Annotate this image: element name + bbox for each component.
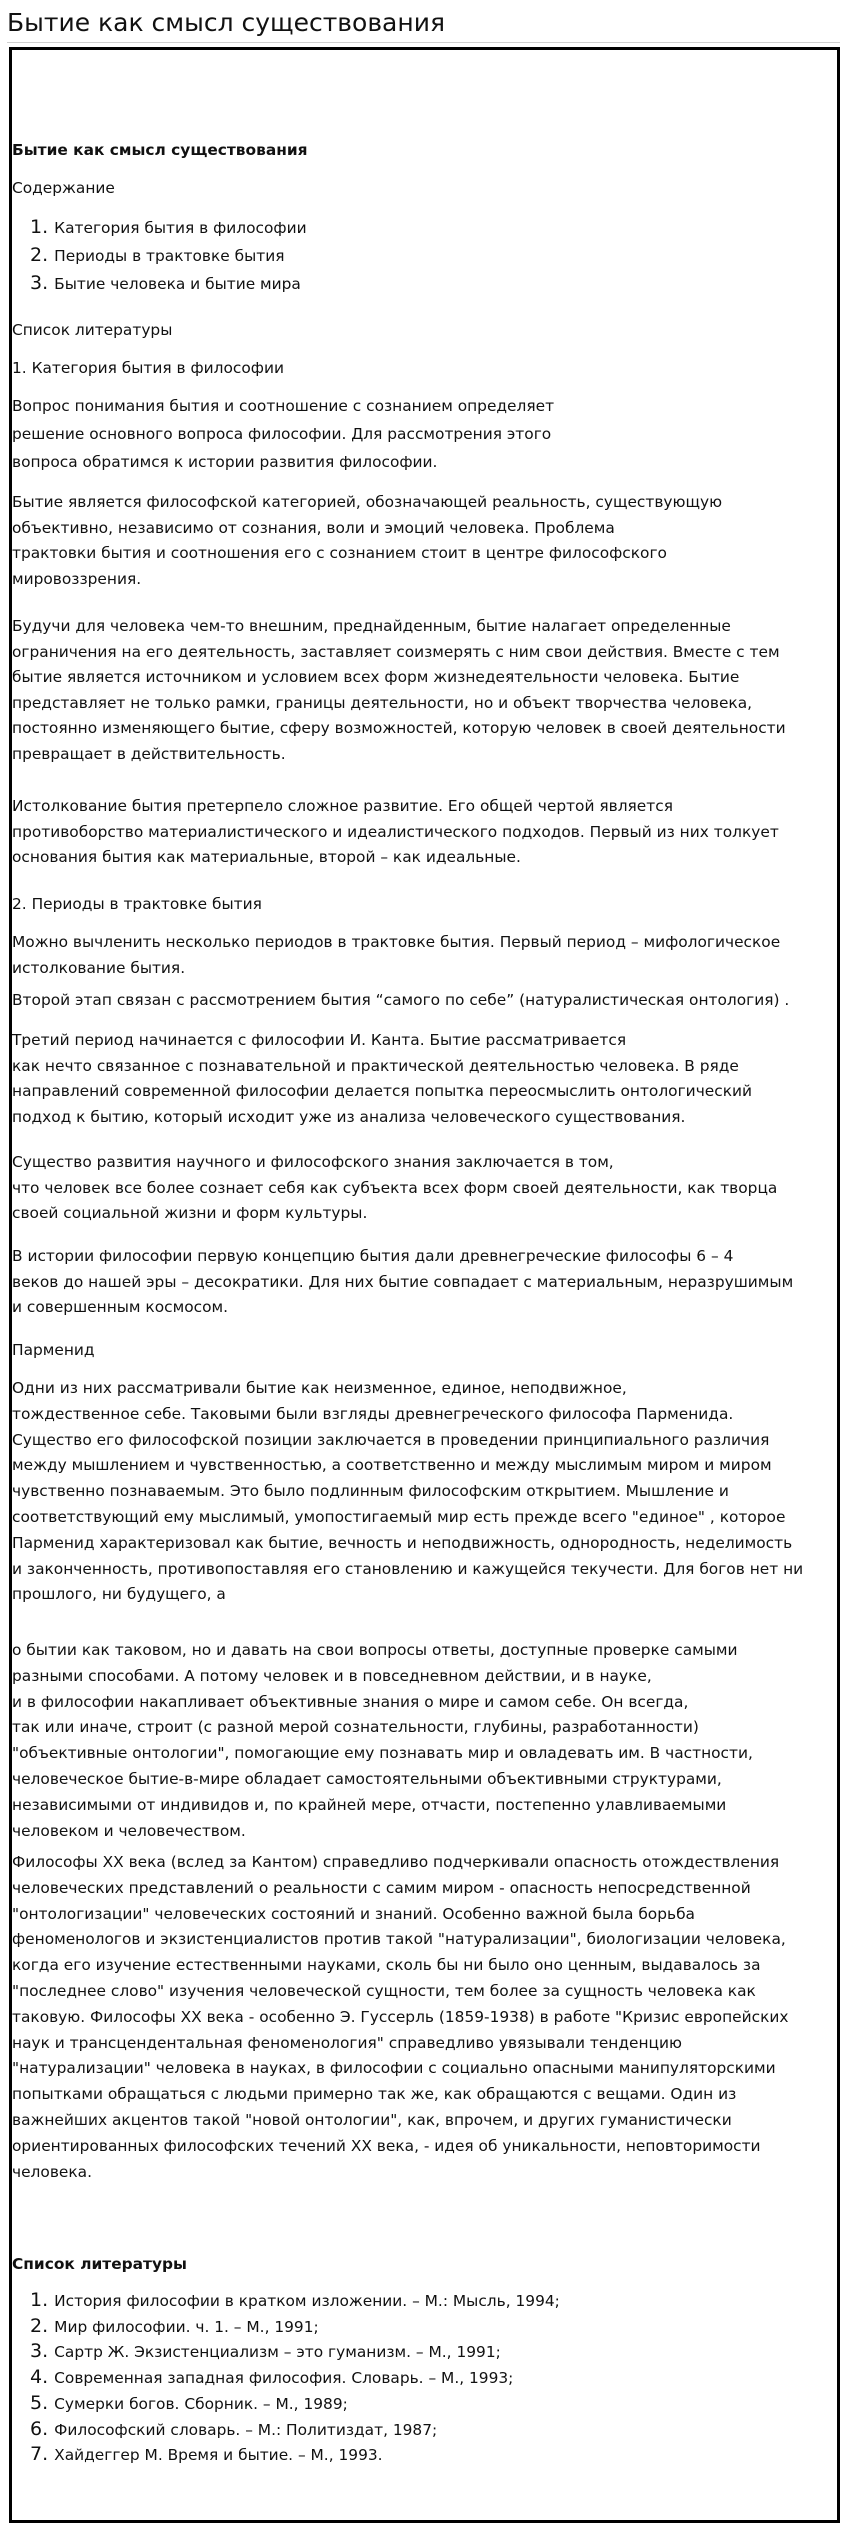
paragraph-line: ограничения на его деятельность, заставляет соизмерять с ним свои действия. Вместе с тем [12,642,780,661]
document-heading: Бытие как смысл существования [12,141,308,159]
toc-item [30,244,285,267]
paragraph-line: основания бытия как материальные, второй – как идеальные. [12,848,521,866]
section-title: 1. Категория бытия в философии [12,359,284,377]
paragraph-line: "последнее слово" изучения человеческой сущности, тем более за сущность человека как [12,1982,756,2000]
paragraph-line: направлений современной философии делается попытка переосмыслить онтологический [12,1082,753,1100]
subsection-label: Парменид [12,1341,95,1359]
page-title: Бытие как смысл существования [7,8,446,37]
paragraph-line: истолкование бытия. [12,958,186,977]
paragraph-line: Бытие является философской категорией, обозначающей реальность, существующую [12,493,723,511]
list-item-text: Сумерки богов. Сборник. – М., 1989; [54,2394,348,2413]
paragraph-line: Существо его философской позиции заключается в проведении принципиального различия [12,1430,770,1449]
paragraph-line: веков до нашей эры – десократики. Для них бытие совпадает с материальным, неразрушимым [12,1272,794,1291]
list-item-text: Периоды в трактовке бытия [54,247,285,265]
paragraph-line: чувственно познаваемым. Это было подлинным философским открытием. Мышление и [12,1482,729,1501]
paragraph-line: и законченность, противопоставляя его становлению и кажущейся текучести. Для богов нет ни [12,1559,804,1578]
paragraph-line: постоянно изменяющего бытие, сферу возможностей, которую человек в своей деятельности [12,719,786,737]
paragraph-line: наук и трансцендентальная феноменология" справедливо увязывали тенденцию [12,2033,682,2052]
bibliography-heading: Список литературы [12,2255,187,2273]
list-item-text: Мир философии. ч. 1. – М., 1991; [54,2317,319,2336]
paragraph-line: человека. [12,2162,92,2181]
paragraph-line: так или иначе, строит (с разной мерой сознательности, глубины, разработанности) [12,1718,699,1737]
list-number: 6. [30,2417,55,2440]
paragraph-line: представляет не только рамки, границы деятельности, но и объект творчества человека, [12,693,753,712]
paragraph-line: "объективные онтологии", помогающие ему познавать мир и овладевать им. В частности, [12,1744,753,1763]
paragraph-line: вопроса обратимся к истории развития философии. [12,453,438,471]
paragraph-line: ориентированных философских течений XX века, - идея об уникальности, неповторимости [12,2136,761,2155]
list-number: 3. [30,2340,55,2363]
paragraph-line: человеком и человечеством. [12,1821,246,1840]
list-number: 2. [30,244,55,266]
paragraph-line: и в философии накапливает объективные знания о мире и самом себе. Он всегда, [12,1692,689,1711]
paragraph-line: "онтологизации" человеческих состояний и знаний. Особенно важной была борьба [12,1904,695,1923]
list-item-text: Сартр Ж. Экзистенциализм – это гуманизм. – М., 1991; [54,2343,501,2362]
paragraph-line: мировоззрения. [12,569,142,588]
list-number: 3. [30,272,55,294]
paragraph-line: попытками обращаться с людьми примерно так же, как обращаются с вещами. Один из [12,2085,737,2104]
paragraph-line: Вопрос понимания бытия и соотношение с сознанием определяет [12,397,555,415]
paragraph-line: разными способами. А потому человек и в повседневном действии, и в науке, [12,1666,652,1685]
paragraph-line: трактовки бытия и соотношения его с сознанием стоит в центре философского [12,544,667,562]
paragraph-line: между мышлением и чувственностью, а соответственно и между мыслимым миром и миром [12,1456,772,1475]
toc-label: Содержание [12,179,115,197]
paragraph-line: и совершенным космосом. [12,1298,228,1316]
paragraph-line: важнейших акцентов такой "новой онтологии", как, впрочем, и других гуманистически [12,2111,732,2129]
paragraph-line: о бытии как таковом, но и давать на свои вопросы ответы, доступные проверке самыми [12,1641,738,1659]
paragraph-line: Будучи для человека чем-то внешним, преднайденным, бытие налагает определенные [12,617,731,635]
paragraph-line: решение основного вопроса философии. Для рассмотрения этого [12,425,552,443]
paragraph-line: что человек все более сознает себя как субъекта всех форм своей деятельности, как творца [12,1178,778,1197]
paragraph-line: независимыми от индивидов и, по крайней мере, отчасти, постепенно улавливаемыми [12,1795,727,1814]
paragraph-line: Третий период начинается с философии И. Канта. Бытие рассматривается [12,1031,627,1049]
document-body [12,0,838,2534]
bibliography-item [30,2418,437,2441]
list-number: 7. [30,2443,55,2466]
paragraph-line: Одни из них рассматривали бытие как неизменное, единое, неподвижное, [12,1379,627,1397]
list-item-text: Бытие человека и бытие мира [54,275,301,293]
bibliography-item [30,2366,513,2389]
toc-item [30,216,307,239]
paragraph-line: бытие является источником и условием всех форм жизнедеятельности человека. Бытие [12,668,740,686]
paragraph-line: Можно вычленить несколько периодов в трактовке бытия. Первый период – мифологическое [12,933,781,951]
bibliography-item [30,2340,501,2363]
paragraph-line: своей социальной жизни и форм культуры. [12,1204,368,1222]
list-number: 5. [30,2391,55,2414]
list-item-text: Современная западная философия. Словарь. – М., 1993; [54,2369,514,2388]
paragraph-line: прошлого, ни будущего, а [12,1585,226,1604]
paragraph-line: подход к бытию, который исходит уже из анализа человеческого существования. [12,1107,686,1126]
paragraph-line: человеческих представлений о реальности с самим миром - опасность непосредственной [12,1878,751,1897]
paragraph-line: В истории философии первую концепцию бытия дали древнегреческие философы 6 – 4 [12,1247,734,1265]
list-number: 4. [30,2366,55,2389]
list-item-text: Философский словарь. – М.: Политиздат, 1987; [54,2420,438,2439]
section-title: 2. Периоды в трактовке бытия [12,895,262,913]
paragraph-line: таковую. Философы XX века - особенно Э. Гуссерль (1859-1938) в работе "Кризис европейских [12,2007,789,2026]
bibliography-item [30,2392,348,2415]
paragraph-line: Существо развития научного и философского знания заключается в том, [12,1153,614,1171]
bibliography-item [30,2289,560,2312]
bibliography-link: Список литературы [12,321,173,339]
list-number: 1. [30,2289,55,2311]
paragraph-line: превращает в действительность. [12,744,286,763]
paragraph-line: феноменологов и экзистенциалистов против такой "натурализации", биологизации человека, [12,1930,786,1949]
paragraph-line: Второй этап связан с рассмотрением бытия “самого по себе” (натуралистическая онтология) . [12,991,790,1009]
list-item-text: Хайдеггер М. Время и бытие. – М., 1993. [54,2446,383,2465]
list-number: 2. [30,2314,55,2337]
paragraph-line: "натурализации" человека в науках, в философии с социально опасными манипуляторскими [12,2059,776,2078]
list-item-text: История философии в кратком изложении. – М.: Мысль, 1994; [54,2292,560,2310]
list-item-text: Категория бытия в философии [54,219,307,237]
paragraph-line: Парменид характеризовал как бытие, вечность и неподвижность, однородность, неделимость [12,1533,793,1552]
paragraph-line: Истолкование бытия претерпело сложное развитие. Его общей чертой является [12,797,673,815]
paragraph-line: соответствующий ему мыслимый, умопостигаемый мир есть прежде всего "единое" , которое [12,1508,786,1526]
list-number: 1. [30,216,55,238]
paragraph-line: объективно, независимо от сознания, воли и эмоций человека. Проблема [12,518,615,537]
paragraph-line: тождественное себе. Таковыми были взгляды древнегреческого философа Парменида. [12,1404,734,1423]
paragraph-line: противоборство материалистического и идеалистического подходов. Первый из них толкует [12,822,779,841]
bibliography-item [30,2315,319,2338]
toc-item [30,272,301,295]
bibliography-item [30,2443,383,2466]
paragraph-line: как нечто связанное с познавательной и практической деятельностью человека. В ряде [12,1056,739,1075]
paragraph-line: когда его изучение естественными науками, сколь бы ни было оно ценным, выдавалось за [12,1956,761,1975]
paragraph-line: человеческое бытие-в-мире обладает самостоятельными объективными структурами, [12,1770,722,1788]
paragraph-line: Философы XX века (вслед за Кантом) справедливо подчеркивали опасность отождествления [12,1853,780,1871]
